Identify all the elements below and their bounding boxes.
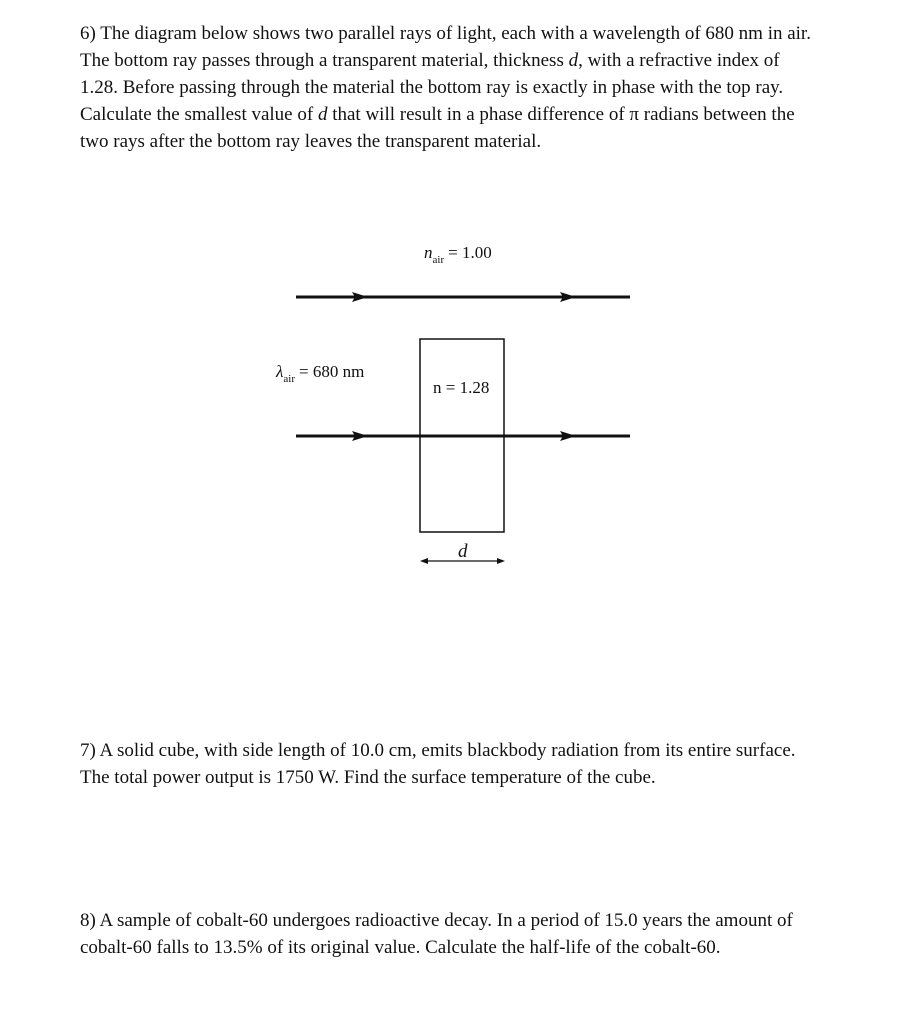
question-6-text-c: that will result in a phase difference of π radians between the two rays after the bottom ray leaves the transparent material. — [80, 104, 795, 152]
question-7-number: 7) — [80, 740, 96, 761]
lambda-air-label: $\lambda_{air} = 680$ nm — [276, 362, 365, 385]
question-6-number: 6) — [80, 23, 96, 44]
n-material-label: n = 1.28 — [433, 378, 490, 397]
question-6-text-b: , with a refractive index of 1.28. Before passing through the material the bottom ray is exactly in phase with the top ray. Calculate the smallest value of — [80, 50, 784, 125]
question-6-text-a: The diagram below shows two parallel rays of light, each with a wavelength of 680 nm in air. The bottom ray passes through a transparent material, thickness — [80, 23, 811, 71]
question-6-variable-d-2: d — [317, 104, 328, 125]
thickness-arrow-left — [420, 558, 428, 564]
question-8-text: A sample of cobalt-60 undergoes radioactive decay. In a period of 15.0 years the amount of cobalt-60 falls to 13.5% of its original value. Calculate the half-life of the cobalt-60. — [80, 910, 793, 958]
question-6-variable-d: d — [568, 50, 579, 71]
question-8-number: 8) — [80, 910, 96, 931]
n-air-label: $n_{air} = 1.00$ — [424, 243, 492, 266]
thickness-arrow-right — [497, 558, 505, 564]
question-8 — [80, 907, 820, 961]
question-7 — [80, 737, 820, 791]
thickness-d-label: d — [458, 541, 468, 562]
question-7-text: A solid cube, with side length of 10.0 cm, emits blackbody radiation from its entire surface. The total power output is 1750 W. Find the surface temperature of the cube. — [80, 740, 796, 788]
